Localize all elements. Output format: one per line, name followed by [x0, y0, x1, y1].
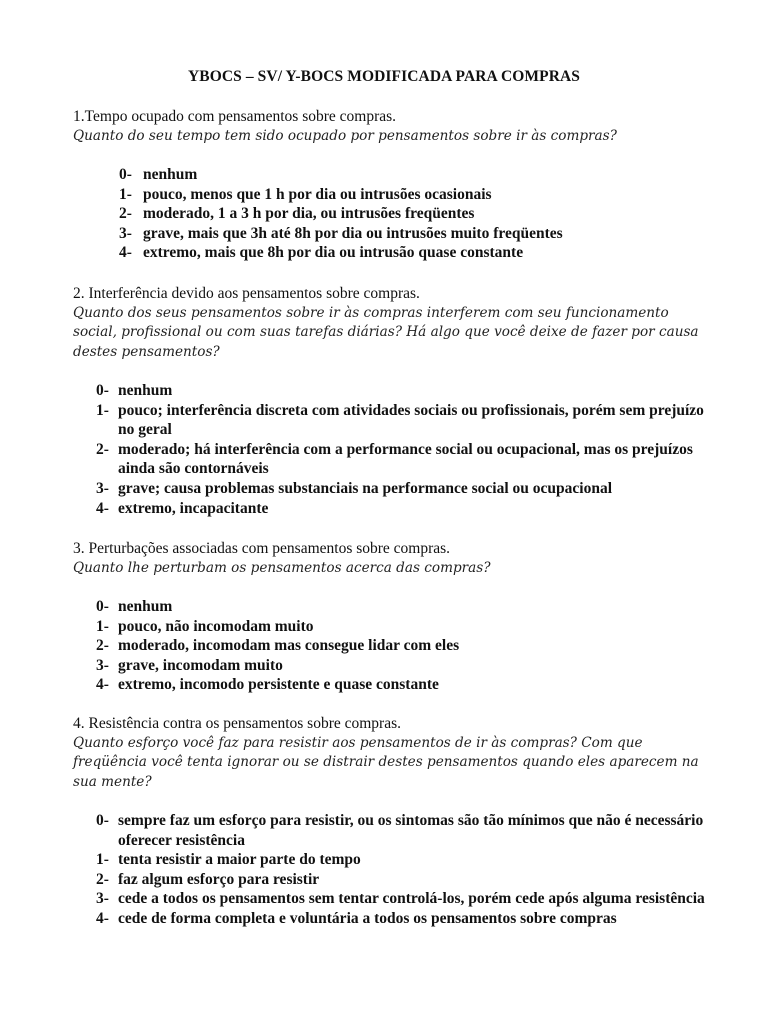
question-2 [73, 284, 713, 518]
option-text: pouco, não incomodam muito [118, 617, 314, 635]
option-item [96, 597, 713, 617]
option-item [96, 636, 713, 656]
option-item [119, 165, 713, 185]
option-text: nenhum [118, 382, 173, 399]
option-item [96, 909, 713, 929]
option-number: 0- [96, 812, 109, 829]
option-number: 0- [119, 166, 132, 183]
option-item [96, 870, 713, 890]
option-number: 1- [96, 401, 109, 419]
question-description: Quanto dos seus pensamentos sobre ir às compras interferem com seu funcionamento social, profissional ou com suas tarefas diárias? Há algo que você deixe de fazer por causa destes pensamentos? [73, 304, 699, 360]
option-text: moderado, incomodam mas consegue lidar com eles [118, 637, 460, 655]
option-number: 1- [119, 185, 132, 203]
option-number: 1- [96, 617, 109, 635]
option-number: 4- [96, 499, 109, 517]
option-number: 3- [96, 479, 109, 497]
option-text: nenhum [118, 598, 173, 615]
option-number: 2- [96, 440, 109, 458]
option-text: extremo, incomodo persistente e quase constante [118, 676, 439, 694]
option-number: 3- [96, 890, 109, 908]
question-title: 4. Resistência contra os pensamentos sobre compras. [73, 715, 401, 732]
option-text: moderado, 1 a 3 h por dia, ou intrusões freqüentes [143, 205, 475, 223]
option-text: cede de forma completa e voluntária a todos os pensamentos sobre compras [118, 909, 617, 927]
question-description: Quanto do seu tempo tem sido ocupado por pensamentos sobre ir às compras? [73, 127, 617, 144]
option-text: pouco; interferência discreta com atividades sociais ou profissionais, porém sem prejuízo no geral [118, 401, 704, 439]
options-list [96, 597, 713, 695]
question-3 [73, 539, 713, 695]
option-text: nenhum [143, 166, 198, 183]
option-item [96, 656, 713, 676]
option-item [96, 889, 713, 909]
question-description: Quanto esforço você faz para resistir aos pensamentos de ir às compras? Com que freqüência você tenta ignorar ou se distrair destes pensamentos quando eles aparecem na sua mente? [73, 734, 699, 790]
question-title: 1.Tempo ocupado com pensamentos sobre compras. [73, 108, 397, 125]
option-text: grave, mais que 3h até 8h por dia ou intrusões muito freqüentes [143, 224, 563, 242]
page-title: YBOCS – SV/ Y-BOCS MODIFICADA PARA COMPRAS [187, 68, 581, 85]
question-4 [73, 714, 713, 929]
option-text: pouco, menos que 1 h por dia ou intrusões ocasionais [143, 185, 492, 203]
option-item [96, 401, 713, 440]
option-item [119, 243, 713, 263]
option-item [96, 617, 713, 637]
option-text: grave; causa problemas substanciais na performance social ou ocupacional [118, 479, 612, 497]
option-item [96, 811, 713, 850]
option-text: extremo, mais que 8h por dia ou intrusão quase constante [143, 244, 524, 262]
option-number: 2- [96, 637, 109, 655]
option-item [119, 185, 713, 205]
option-item [96, 381, 713, 401]
option-text: moderado; há interferência com a performance social ou ocupacional, mas os prejuízos ainda são contornáveis [118, 440, 693, 478]
options-list [96, 381, 713, 518]
option-item [119, 204, 713, 224]
option-text: cede a todos os pensamentos sem tentar controlá-los, porém cede após alguma resistência [118, 890, 705, 908]
option-item [96, 499, 713, 519]
option-number: 0- [96, 382, 109, 399]
option-number: 0- [96, 598, 109, 615]
option-number: 3- [96, 656, 109, 674]
option-text: grave, incomodam muito [118, 656, 283, 674]
option-number: 3- [119, 224, 132, 242]
option-number: 4- [96, 676, 109, 694]
options-list [119, 165, 713, 263]
option-item [96, 850, 713, 870]
question-1 [73, 107, 713, 263]
question-title: 3. Perturbações associadas com pensamentos sobre compras. [73, 540, 451, 557]
option-number: 2- [96, 870, 109, 888]
option-item [119, 224, 713, 244]
question-title: 2. Interferência devido aos pensamentos sobre compras. [73, 285, 420, 302]
option-text: extremo, incapacitante [118, 499, 269, 517]
option-item [96, 675, 713, 695]
option-number: 1- [96, 851, 109, 869]
option-item [96, 440, 713, 479]
option-text: sempre faz um esforço para resistir, ou os sintomas são tão mínimos que não é necessário oferecer resistência [118, 812, 704, 849]
options-list [96, 811, 713, 929]
option-text: faz algum esforço para resistir [118, 870, 320, 888]
option-text: tenta resistir a maior parte do tempo [118, 851, 361, 869]
option-number: 4- [96, 909, 109, 927]
option-item [96, 479, 713, 499]
option-number: 4- [119, 244, 132, 262]
option-number: 2- [119, 205, 132, 223]
question-description: Quanto lhe perturbam os pensamentos acerca das compras? [73, 559, 491, 576]
